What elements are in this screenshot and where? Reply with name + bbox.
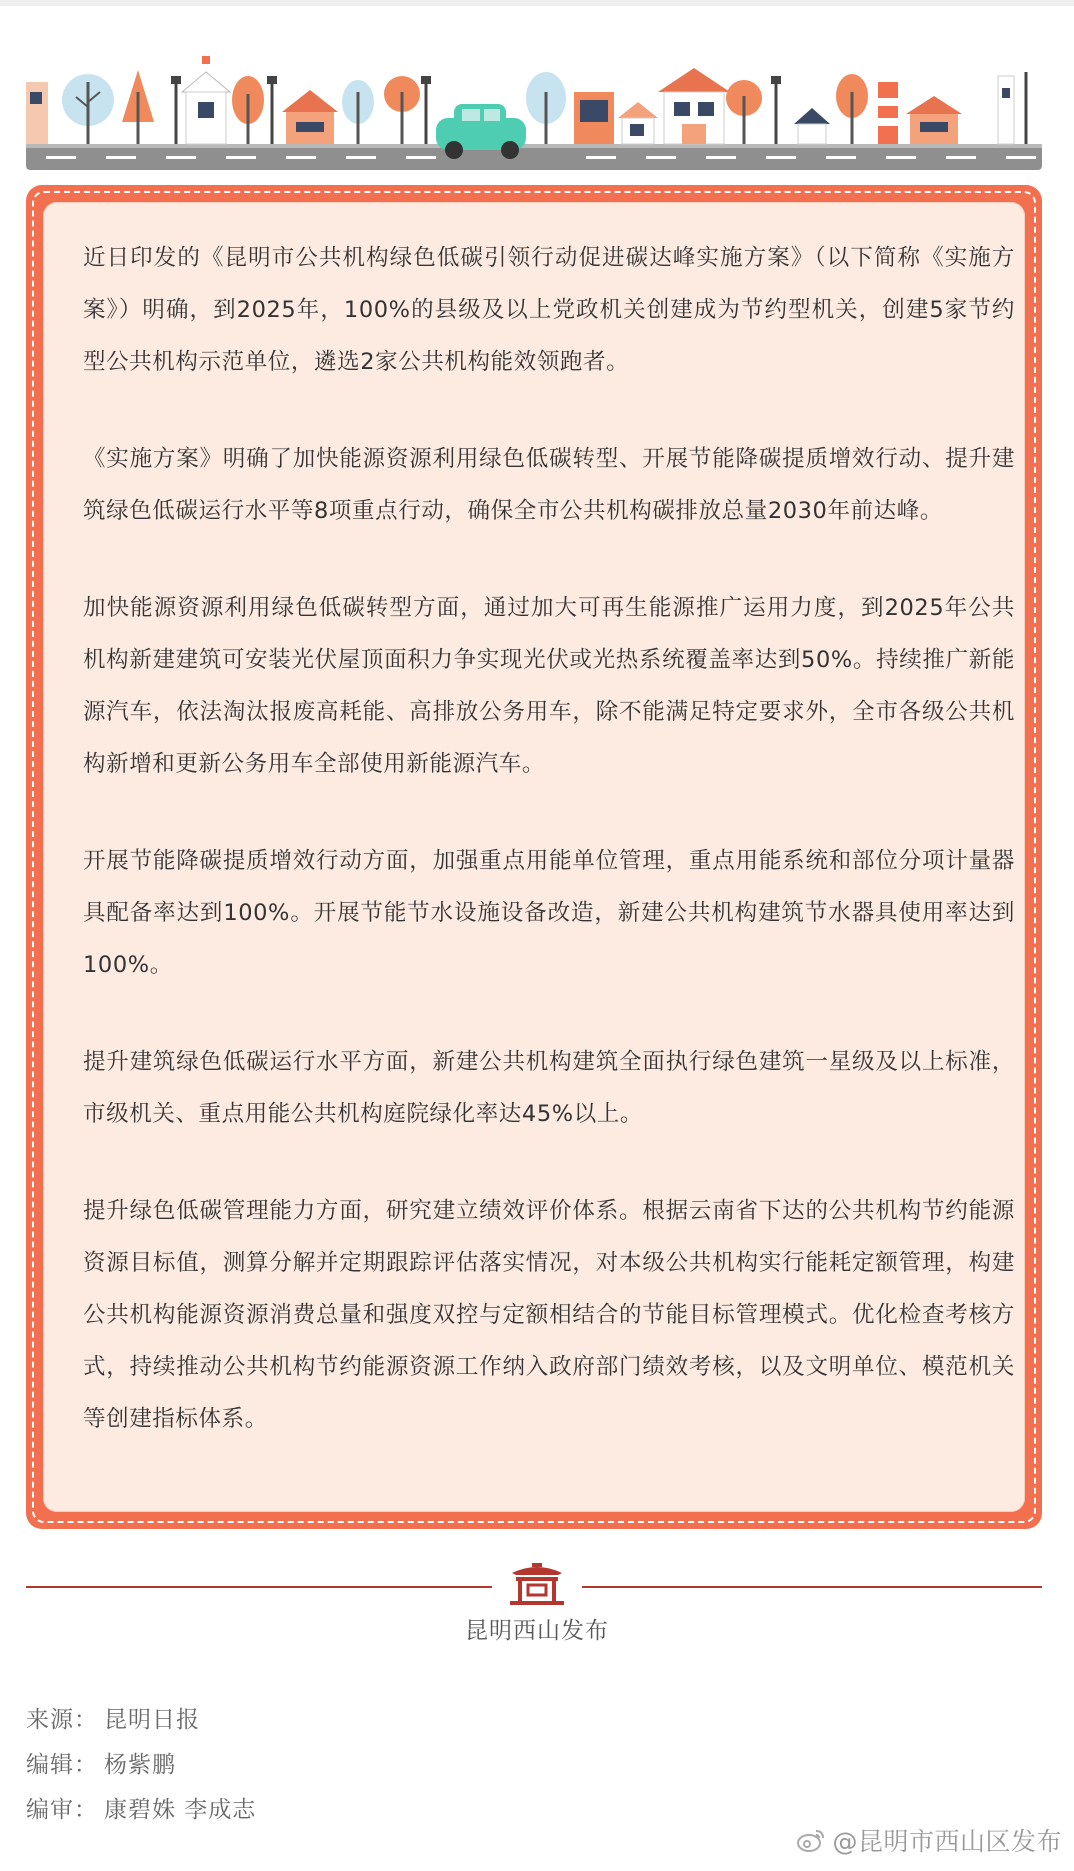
editor-line <box>26 1743 262 1788</box>
article-paragraph: 《实施方案》明确了加快能源资源利用绿色低碳转型、开展节能降碳提质增效行动、提升建筑绿色低碳运行水平等8项重点行动，确保全市公共机构碳排放总量2030年前达峰。 <box>83 446 1015 524</box>
article-paragraph: 开展节能降碳提质增效行动方面，加强重点用能单位管理，重点用能系统和部位分项计量器具配备率达到100%。开展节能节水设施设备改造，新建公共机构建筑节水器具使用率达到100%。 <box>83 848 1015 978</box>
reviewer-line <box>26 1788 262 1833</box>
weibo-watermark <box>796 1822 1062 1858</box>
article-frame <box>26 185 1042 1529</box>
reviewer-label: 编审： <box>26 1797 98 1823</box>
source-label: 来源： <box>26 1707 98 1733</box>
source-line <box>26 1698 262 1743</box>
article-paragraph: 提升绿色低碳管理能力方面，研究建立绩效评价体系。根据云南省下达的公共机构节约能源资源目标值，测算分解并定期跟踪评估落实情况，对本级公共机构实行能耗定额管理，构建公共机构能源资源消费总量和强度双控与定额相结合的节能目标管理模式。优化检查考核方式，持续推动公共机构节约能源资源工作纳入政府部门绩效考核，以及文明单位、模范机关等创建指标体系。 <box>83 1198 1015 1432</box>
footer-divider-right <box>582 1586 1042 1588</box>
editor-value: 杨紫鹏 <box>104 1752 176 1778</box>
source-value: 昆明日报 <box>104 1707 200 1733</box>
credits <box>26 1698 262 1833</box>
article-paragraph: 加快能源资源利用绿色低碳转型方面，通过加大可再生能源推广运用力度，到2025年公共机构新建建筑可安装光伏屋顶面积力争实现光伏或光热系统覆盖率达到50%。持续推广新能源汽车，依法淘汰报废高耗能、高排放公务用车，除不能满足特定要求外，全市各级公共机构新增和更新公务用车全部使用新能源汽车。 <box>83 595 1015 777</box>
editor-label: 编辑： <box>26 1752 98 1778</box>
article-body <box>83 232 1015 1445</box>
pavilion-logo-icon <box>506 1559 568 1607</box>
weibo-icon <box>796 1827 826 1853</box>
footer-divider-left <box>26 1586 492 1588</box>
street-banner-illustration <box>26 52 1042 170</box>
article-paragraph: 提升建筑绿色低碳运行水平方面，新建公共机构建筑全面执行绿色建筑一星级及以上标准，市级机关、重点用能公共机构庭院绿化率达45%以上。 <box>83 1049 1015 1127</box>
article-panel <box>43 202 1025 1512</box>
reviewer-value: 康碧姝 李成志 <box>104 1797 257 1823</box>
top-strip <box>0 0 1074 6</box>
watermark-text: @昆明市西山区发布 <box>832 1827 1062 1856</box>
account-name: 昆明西山发布 <box>465 1618 609 1644</box>
article-paragraph: 近日印发的《昆明市公共机构绿色低碳引领行动促进碳达峰实施方案》（以下简称《实施方案》）明确，到2025年，100%的县级及以上党政机关创建成为节约型机关，创建5家节约型公共机构示范单位，遴选2家公共机构能效领跑者。 <box>83 245 1015 375</box>
